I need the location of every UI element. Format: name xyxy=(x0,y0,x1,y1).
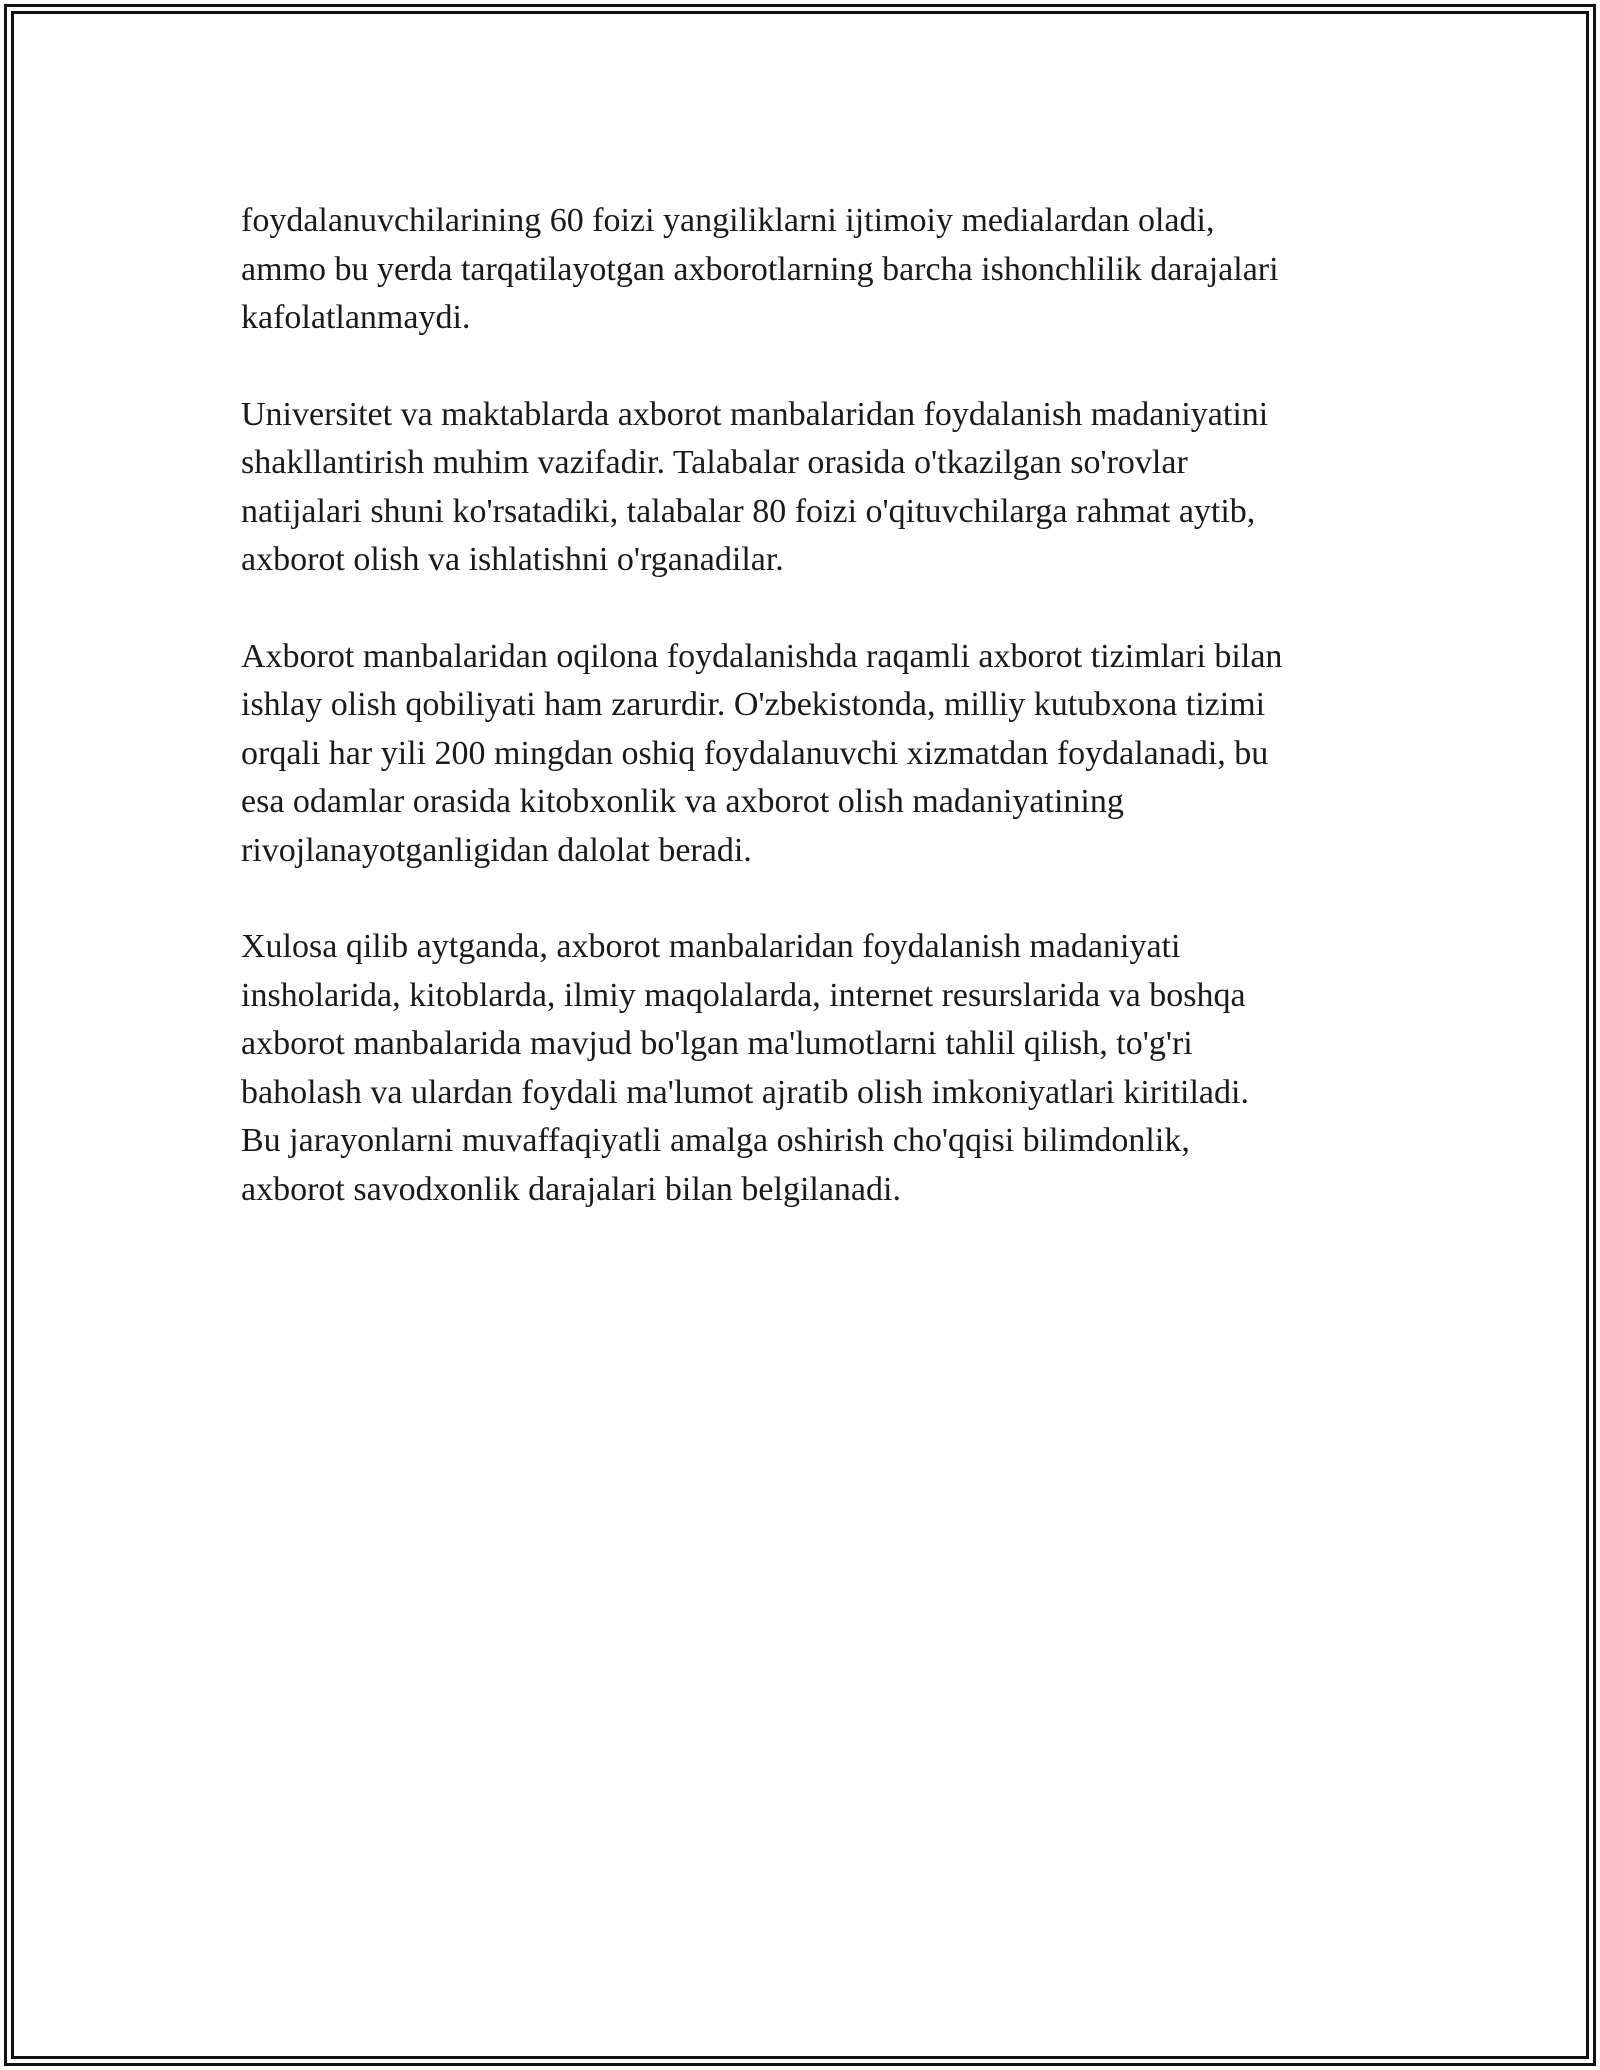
paragraph-3 xyxy=(241,633,1401,876)
paragraph-2 xyxy=(241,391,1401,585)
text-line: axborot olish va ishlatishni o'rganadilar. xyxy=(241,541,784,578)
text-line: orqali har yili 200 mingdan oshiq foydalanuvchi xizmatdan foydalanadi, bu xyxy=(241,734,1269,772)
text-line: ishlay olish qobiliyati ham zarurdir. O'zbekistonda, milliy kutubxona tizimi xyxy=(241,686,1266,723)
text-line: rivojlanayotganligidan dalolat beradi. xyxy=(241,831,752,869)
paragraph-1 xyxy=(241,197,1401,343)
text-line: Xulosa qilib aytganda, axborot manbalaridan foydalanish madaniyati xyxy=(241,928,1181,965)
paragraph-4 xyxy=(241,923,1401,1214)
text-line: Bu jarayonlarni muvaffaqiyatli amalga oshirish cho'qqisi bilimdonlik, xyxy=(241,1122,1190,1159)
text-line: natijalari shuni ko'rsatadiki, talabalar 80 foizi o'qituvchilarga rahmat aytib, xyxy=(241,492,1256,530)
text-line: shakllantirish muhim vazifadir. Talabalar orasida o'tkazilgan so'rovlar xyxy=(241,444,1188,481)
text-line: axborot savodxonlik darajalari bilan belgilanadi. xyxy=(241,1170,901,1208)
text-line: esa odamlar orasida kitobxonlik va axborot olish madaniyatining xyxy=(241,783,1124,820)
page-border xyxy=(4,4,1596,2066)
document-body xyxy=(241,197,1401,1262)
text-line: Axborot manbalaridan oqilona foydalanishda raqamli axborot tizimlari bilan xyxy=(241,637,1283,675)
text-line: ammo bu yerda tarqatilayotgan axborotlarning barcha ishonchlilik darajalari xyxy=(241,250,1279,288)
text-line: insholarida, kitoblarda, ilmiy maqolalarda, internet resurslarida va boshqa xyxy=(241,976,1246,1014)
text-line: Universitet va maktablarda axborot manbalaridan foydalanish madaniyatini xyxy=(241,395,1269,433)
text-line: kafolatlanmaydi. xyxy=(241,299,471,336)
text-line: foydalanuvchilarining 60 foizi yangiliklarni ijtimoiy medialardan oladi, xyxy=(241,202,1215,239)
text-line: baholash va ulardan foydali ma'lumot ajratib olish imkoniyatlari kiritiladi. xyxy=(241,1073,1249,1111)
page-border-inner xyxy=(11,11,1589,2059)
text-line: axborot manbalarida mavjud bo'lgan ma'lumotlarni tahlil qilish, to'g'ri xyxy=(241,1025,1193,1062)
